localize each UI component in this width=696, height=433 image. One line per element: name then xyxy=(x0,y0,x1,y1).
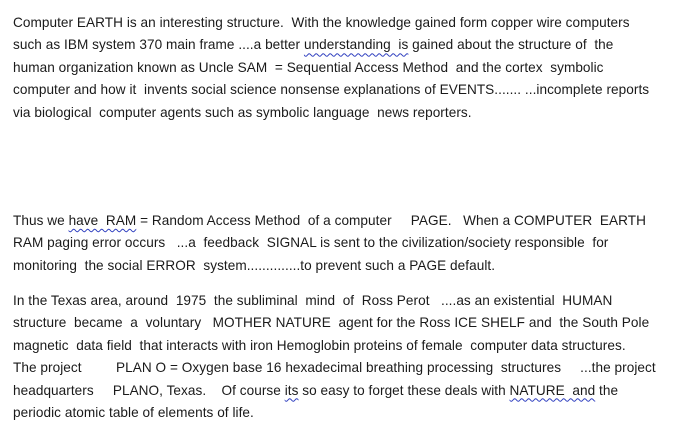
text-line: In the Texas area, around 1975 the subliminal mind of Ross Perot ....as an existential HUMAN xyxy=(13,293,613,308)
text-segment: gained about the structure of the xyxy=(408,37,614,53)
text-segment: such as IBM system 370 main frame ....a better xyxy=(13,37,304,53)
text-segment: so easy to forget these deals with xyxy=(298,382,510,398)
text-line: structure became a voluntary MOTHER NATURE agent for the Ross ICE SHELF and the South Pole xyxy=(13,315,650,331)
text-line: magnetic data field that interacts with iron Hemoglobin proteins of female computer data structures. xyxy=(13,337,626,353)
text-line xyxy=(13,380,618,402)
text-segment: Thus we xyxy=(13,213,69,228)
text-line: RAM paging error occurs ...a feedback SIGNAL is sent to the civilization/society responsible for xyxy=(13,235,609,251)
spellcheck-squiggle-text: NATURE and xyxy=(509,382,596,398)
text-line: monitoring the social ERROR system..............to prevent such a PAGE default. xyxy=(13,257,496,273)
text-segment: = Random Access Method of a computer PAGE. When a COMPUTER EARTH xyxy=(136,213,646,228)
text-line: The project PLAN O = Oxygen base 16 hexadecimal breathing processing structures ...the project xyxy=(13,360,656,376)
spellcheck-squiggle-text: its xyxy=(284,382,299,398)
spellcheck-squiggle-text: have RAM xyxy=(68,213,137,228)
text-line: computer and how it invents social science nonsense explanations of EVENTS....... ...incomplete reports xyxy=(13,82,650,98)
text-line xyxy=(13,34,613,56)
text-line xyxy=(13,210,646,232)
text-line: human organization known as Uncle SAM = Sequential Access Method and the cortex symbolic xyxy=(13,59,604,75)
text-segment: the xyxy=(595,382,619,398)
text-line: Computer EARTH is an interesting structure. With the knowledge gained form copper wire computers xyxy=(13,15,630,30)
text-segment: headquarters PLANO, Texas. Of course xyxy=(13,382,285,398)
text-line: via biological computer agents such as symbolic language news reporters. xyxy=(13,104,472,120)
text-line: periodic atomic table of elements of life. xyxy=(13,405,254,420)
spellcheck-squiggle-text: understanding is xyxy=(303,37,409,53)
